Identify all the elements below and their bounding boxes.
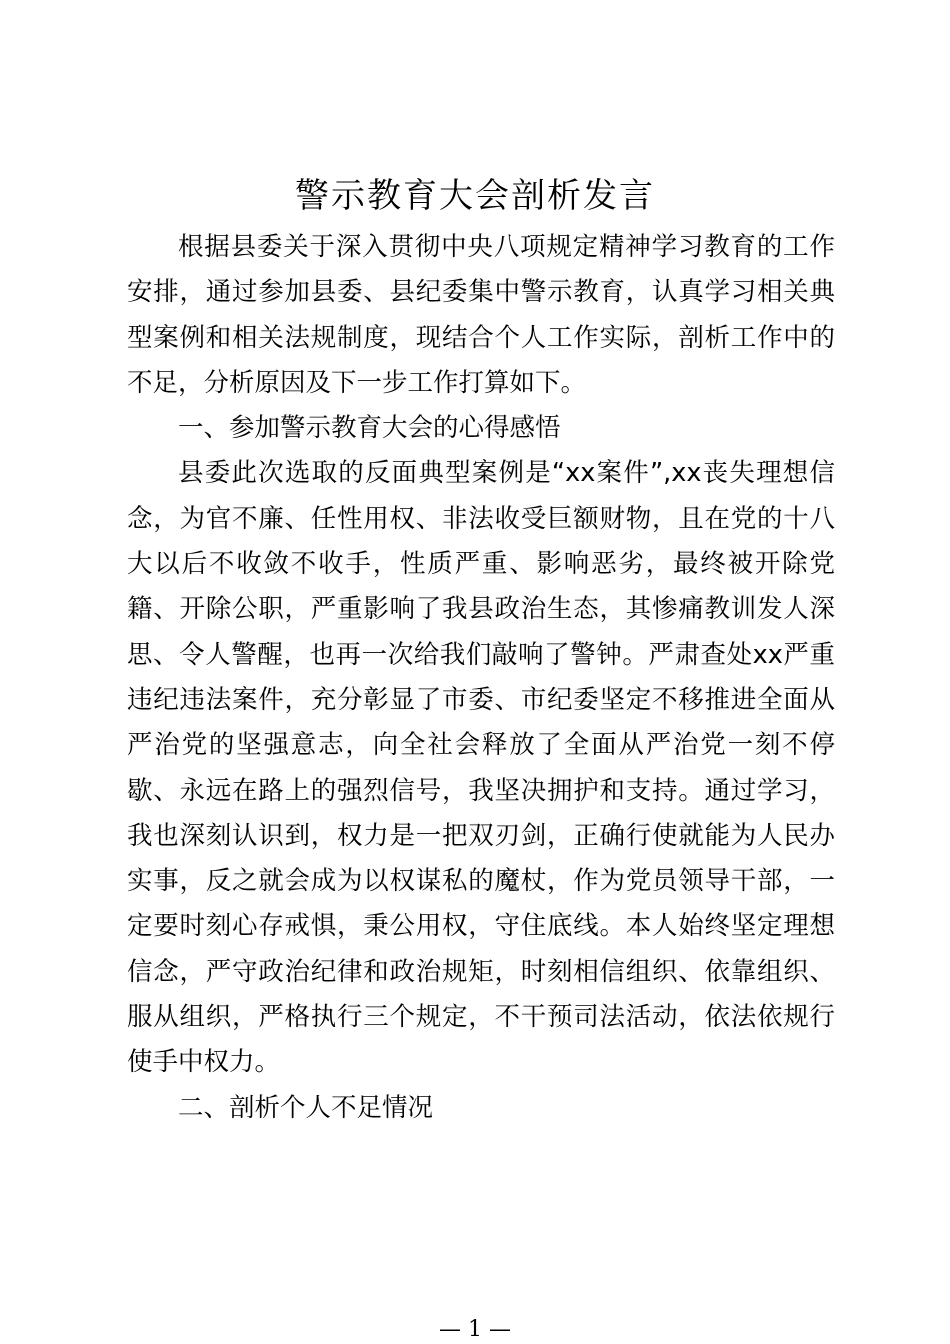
section-heading-2: 二、剖析个人不足情况 — [178, 1092, 434, 1123]
intro-paragraph: 根据县委关于深入贯彻中央八项规定精神学习教育的工作安排，通过参加县委、县纪委集中警示教育，认真学习相关典型案例和相关法规制度，现结合个人工作实际，剖析工作中的不足，分析原因及下一步工作打算如下。 — [127, 232, 835, 398]
document-title: 警示教育大会剖析发言 — [295, 176, 655, 216]
document-body — [127, 225, 835, 1131]
section-1-paragraph: 县委此次选取的反面典型案例是“xx案件”,xx丧失理想信念，为官不廉、任性用权、非法收受巨额财物，且在党的十八大以后不收敛不收手，性质严重、影响恶劣，最终被开除党籍、开除公职，严重影响了我县政治生态，其惨痛教训发人深思、令人警醒，也再一次给我们敲响了警钟。严肃查处xx严重违纪违法案件，充分彰显了市委、市纪委坚定不移推进全面从严治党的坚强意志，向全社会释放了全面从严治党一刻不停歇、永远在路上的强烈信号，我坚决拥护和支持。通过学习，我也深刻认识到，权力是一把双刃剑，正确行使就能为人民办实事，反之就会成为以权谋私的魔杖，作为党员领导干部，一定要时刻心存戒惧，秉公用权，守住底线。本人始终坚定理想信念，严守政治纪律和政治规矩，时刻相信组织、依靠组织、服从组织，严格执行三个规定，不干预司法活动，依法依规行使手中权力。 — [127, 458, 835, 1078]
page-number: — 1 — — [439, 1317, 511, 1342]
section-heading-1: 一、参加警示教育大会的心得感悟 — [178, 413, 561, 444]
